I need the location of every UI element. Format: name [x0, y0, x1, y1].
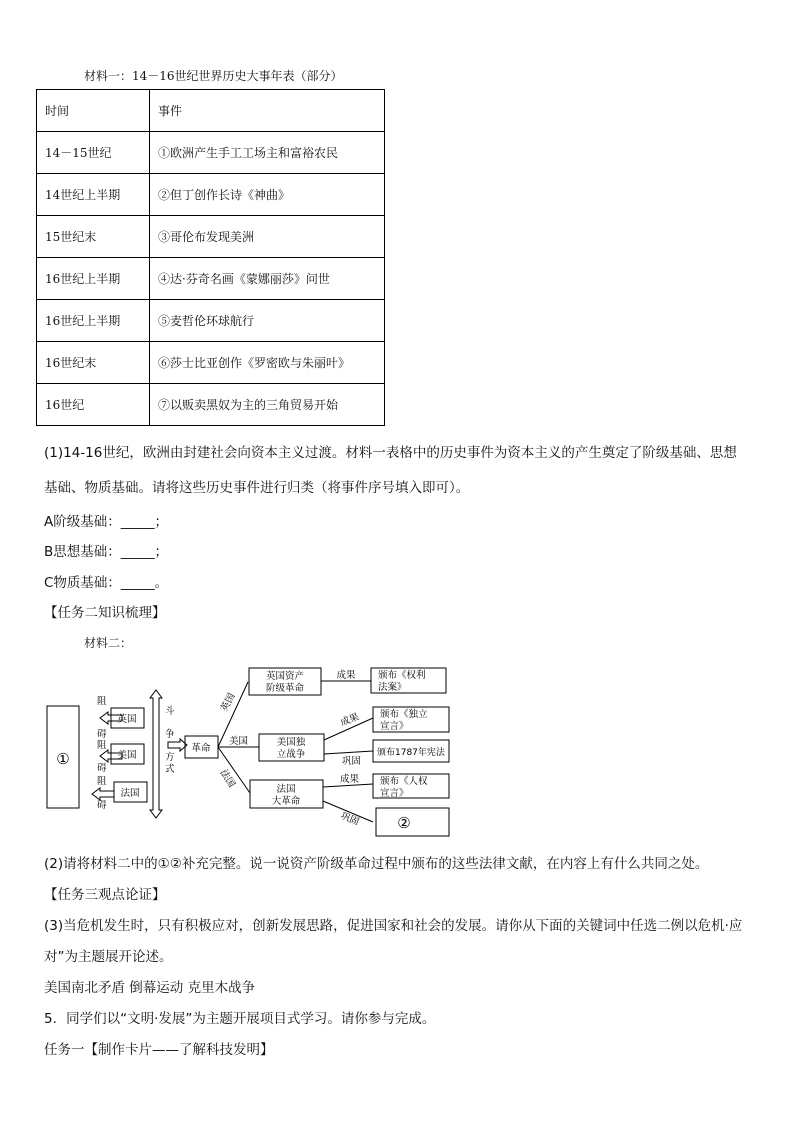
q1-answer-c: C物质基础：_____。	[44, 575, 169, 591]
us-doc2-label: 颁布1787年宪法	[377, 748, 445, 758]
table-row	[37, 132, 385, 174]
us-doc1-line2: 宣言》	[380, 721, 409, 732]
table-row	[37, 216, 385, 258]
row-time: 16世纪	[37, 384, 150, 426]
table-header-row	[37, 90, 385, 132]
row-event: ②但丁创作长诗《神曲》	[150, 174, 385, 216]
table-row	[37, 174, 385, 216]
q1-answer-b: B思想基础：_____；	[44, 544, 169, 560]
revolution-label: 革命	[191, 743, 211, 754]
ai-label-1: 碍	[97, 729, 107, 740]
fr-consolidate-label: 巩固	[338, 810, 361, 828]
zu-label-2: 阻	[97, 740, 107, 751]
us-war-line1: 美国独	[276, 737, 306, 748]
fr-rev-line1: 法国	[276, 784, 296, 795]
fr-result-label: 成果	[340, 774, 360, 785]
us-consolidate-label: 巩固	[342, 756, 362, 767]
events-table	[36, 89, 385, 426]
q3-line2: 对”为主题展开论述。	[44, 949, 173, 965]
blank2-label: ②	[397, 814, 411, 832]
country-us: 美国	[117, 750, 137, 761]
table-row	[37, 300, 385, 342]
q1-answer-a: A阶级基础：_____；	[44, 514, 168, 530]
uk-result-label: 成果	[336, 670, 356, 681]
material1-caption: 材料一：14－16世纪世界历史大事年表（部分）	[84, 69, 343, 83]
blank1-label: ①	[56, 750, 70, 768]
task3-heading: 【任务三观点论证】	[44, 887, 166, 903]
row-time: 16世纪末	[37, 342, 150, 384]
us-war-line2: 立战争	[276, 749, 306, 760]
table-row	[37, 384, 385, 426]
q5-text: 5．同学们以“文明·发展”为主题开展项目式学习。请你参与完成。	[44, 1011, 436, 1027]
row-event: ⑦以贩卖黑奴为主的三角贸易开始	[150, 384, 385, 426]
hollow-arrow-struggle	[168, 739, 187, 751]
branch-us-label: 美国	[229, 736, 249, 747]
zu-label-3: 阻	[97, 776, 107, 787]
country-fr: 法国	[120, 788, 140, 799]
q3-line1: (3)当危机发生时，只有积极应对，创新发展思路，促进国家和社会的发展。请你从下面的关键词中任选二例以危机·应	[44, 918, 743, 934]
material2-caption: 材料二：	[84, 636, 133, 650]
uk-rev-line2: 阶级革命	[265, 683, 305, 694]
us-doc1-line1: 颁布《独立	[380, 709, 428, 720]
row-event: ⑥莎士比亚创作《罗密欧与朱丽叶》	[150, 342, 385, 384]
q2-text: (2)请将材料二中的①②补充完整。说一说资产阶级革命过程中颁布的这些法律文献，在内容上有什么共同之处。	[44, 856, 709, 872]
us-result-label: 成果	[339, 711, 361, 729]
row-time: 16世纪上半期	[37, 258, 150, 300]
ai-label-2: 碍	[97, 763, 107, 774]
branch-uk-label: 英国	[218, 691, 238, 714]
q3-keywords: 美国南北矛盾 倒幕运动 克里木战争	[44, 980, 256, 996]
struggle-char-1: 斗	[165, 706, 175, 717]
row-time: 15世纪末	[37, 216, 150, 258]
row-event: ①欧洲产生手工工场主和富裕农民	[150, 132, 385, 174]
fr-doc-line2: 宣言》	[380, 788, 409, 799]
blank2-box	[376, 808, 449, 836]
uk-doc-line1: 颁布《权利	[378, 670, 426, 681]
zu-label-1: 阻	[97, 696, 107, 707]
row-time: 16世纪上半期	[37, 300, 150, 342]
uk-doc-line2: 法案》	[378, 682, 407, 693]
task1-heading: 任务一【制作卡片——了解科技发明】	[44, 1042, 274, 1058]
row-event: ③哥伦布发现美洲	[150, 216, 385, 258]
q1-line1: (1)14-16世纪，欧洲由封建社会向资本主义过渡。材料一表格中的历史事件为资本主义的产生奠定了阶级基础、思想	[44, 445, 737, 461]
fr-rev-line2: 大革命	[271, 796, 301, 807]
row-event: ④达·芬奇名画《蒙娜丽莎》问世	[150, 258, 385, 300]
row-event: ⑤麦哲伦环球航行	[150, 300, 385, 342]
table-row	[37, 342, 385, 384]
uk-rev-line1: 英国资产	[265, 671, 305, 682]
struggle-char-3: 方	[165, 752, 175, 763]
branch-fr-label: 法国	[217, 767, 238, 790]
country-uk: 英国	[117, 714, 137, 725]
header-event: 事件	[150, 90, 385, 132]
row-time: 14世纪上半期	[37, 174, 150, 216]
struggle-char-2: 争	[165, 729, 175, 740]
vertical-double-arrow	[150, 690, 162, 818]
fr-doc-line1: 颁布《人权	[380, 776, 428, 787]
q1-line2: 基础、物质基础。请将这些历史事件进行归类（将事件序号填入即可）。	[44, 480, 470, 496]
task2-heading: 【任务二知识梳理】	[44, 605, 166, 621]
hollow-arrow-3	[92, 788, 114, 800]
row-time: 14－15世纪	[37, 132, 150, 174]
revolution-diagram	[40, 660, 460, 840]
ai-label-3: 碍	[97, 800, 107, 811]
header-time: 时间	[37, 90, 150, 132]
table-row	[37, 258, 385, 300]
struggle-char-4: 式	[165, 764, 175, 775]
